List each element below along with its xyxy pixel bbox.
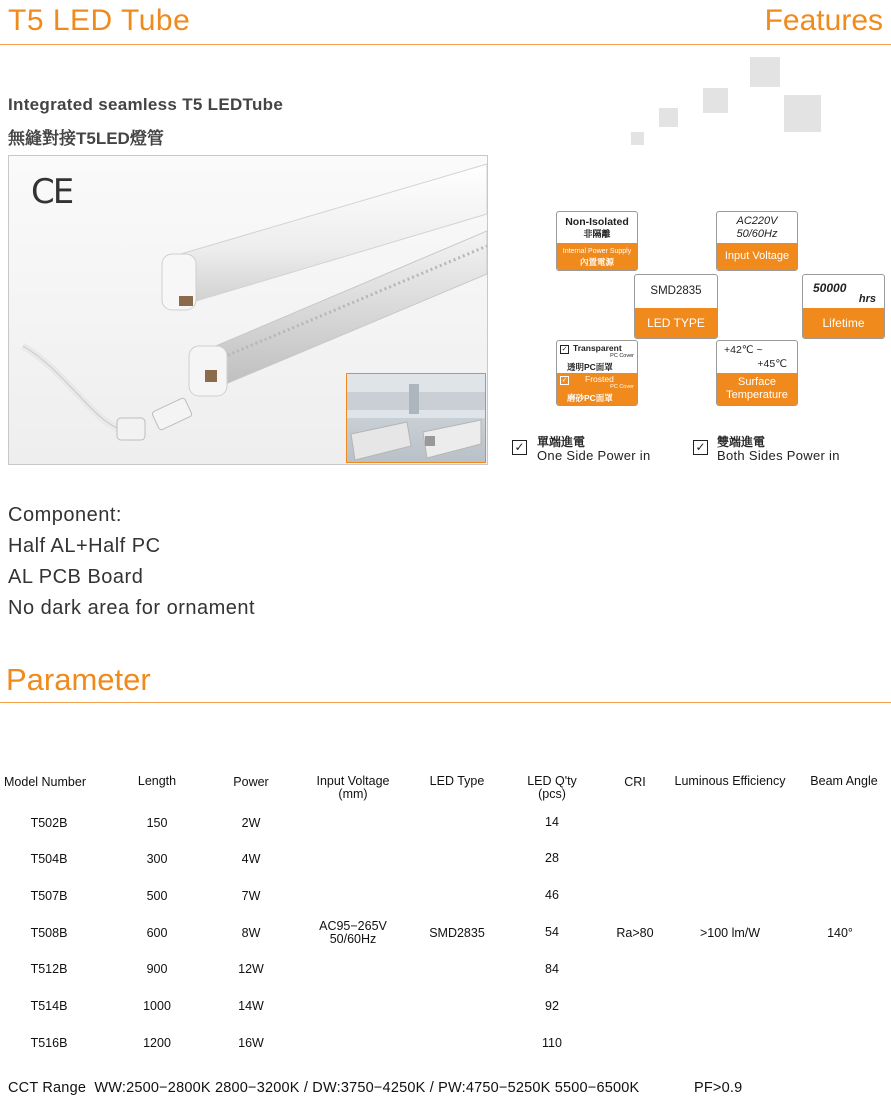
one-side-label: One Side Power in (537, 448, 651, 463)
cover-option-transparent-zh: 透明PC面罩 (567, 362, 613, 372)
feature-pc-cover (556, 340, 638, 406)
transparent-checkbox-icon: ✓ (561, 346, 568, 353)
parameter-divider (0, 702, 891, 703)
cover-option-frosted-sub: PC Cover (610, 384, 634, 390)
led-type-label: LED TYPE (647, 316, 705, 330)
header-beam-angle: Beam Angle (810, 774, 878, 788)
feature-isolation (556, 211, 638, 271)
decor-square (703, 88, 728, 113)
feature-surface-temperature (716, 340, 798, 406)
cell-power: 7W (241, 889, 261, 903)
feature-led-type (634, 274, 718, 339)
frequency-value: 50/60Hz (736, 228, 778, 240)
isolation-label: Non-Isolated (565, 216, 629, 228)
cell-length: 150 (146, 816, 168, 830)
tube-joint-detail (347, 374, 485, 462)
lifetime-unit: hrs (858, 293, 876, 305)
voltage-value: AC220V (736, 215, 778, 227)
cover-option-frosted-zh: 磨砂PC面罩 (567, 393, 613, 403)
header-length: Length (137, 774, 177, 788)
both-sides-label-zh: 雙端進電 (717, 435, 766, 449)
cell-model: T508B (30, 926, 68, 940)
feature-input-voltage (716, 211, 798, 271)
cell-led-qty: 46 (545, 888, 559, 902)
cell-model: T512B (30, 962, 68, 976)
cell-model: T502B (30, 816, 68, 830)
header-divider (0, 44, 891, 45)
component-item: No dark area for ornament (8, 597, 256, 619)
power-factor: PF>0.9 (694, 1080, 743, 1096)
cell-power: 8W (241, 926, 261, 940)
frosted-checkbox-icon: ✓ (561, 377, 568, 384)
subtitle-chinese: 無縫對接T5LED燈管 (8, 129, 164, 148)
cell-model: T507B (30, 889, 68, 903)
surface-label: Surface (738, 376, 776, 388)
cover-option-transparent: Transparent (573, 343, 622, 353)
cct-range (8, 1080, 639, 1096)
cell-led-qty: 14 (545, 815, 559, 829)
input-voltage-frequency: 50/60Hz (329, 932, 377, 946)
component-item: Half AL+Half PC (8, 535, 161, 557)
cell-model: T516B (30, 1036, 68, 1050)
cell-led-qty: 54 (545, 925, 559, 939)
led-chip-value: SMD2835 (650, 285, 702, 297)
one-side-label-zh: 單端進電 (537, 435, 586, 449)
header-led-qty-l2: (pcs) (538, 787, 566, 801)
header-input-voltage-l2: (mm) (338, 787, 368, 801)
cell-length: 600 (146, 926, 168, 940)
cell-luminous-efficiency: >100 lm/W (699, 926, 761, 940)
cell-power: 4W (241, 852, 261, 866)
temperature-label: Temperature (726, 389, 788, 401)
decor-square (631, 132, 644, 145)
parameter-title: Parameter (6, 662, 151, 697)
input-voltage-label: Input Voltage (724, 250, 790, 262)
header-led-type: LED Type (429, 774, 485, 788)
cell-length: 900 (146, 962, 168, 976)
cell-model: T504B (30, 852, 68, 866)
page-title: T5 LED Tube (8, 4, 191, 37)
power-supply-label-zh: 內置電源 (579, 257, 614, 267)
decor-square (750, 57, 780, 87)
header-cri: CRI (624, 775, 646, 789)
temperature-max: +45℃ (757, 358, 787, 370)
product-photo (8, 155, 488, 465)
lifetime-label: Lifetime (822, 316, 865, 330)
temperature-min: +42℃ ~ (724, 344, 763, 356)
header-led-qty-l1: LED Q'ty (527, 774, 577, 788)
cover-option-transparent-sub: PC Cover (610, 353, 634, 359)
header-power: Power (233, 775, 269, 789)
feature-lifetime (802, 274, 885, 339)
cell-power: 16W (238, 1036, 264, 1050)
header-model-number: Model Number (4, 775, 86, 789)
cell-led-qty: 28 (545, 851, 559, 865)
cell-length: 1200 (143, 1036, 171, 1050)
cell-model: T514B (30, 999, 68, 1013)
cell-led-qty: 84 (545, 962, 559, 976)
decor-square (659, 108, 678, 127)
section-features-title: Features (764, 4, 883, 37)
cell-power: 14W (238, 999, 264, 1013)
subtitle-english: Integrated seamless T5 LEDTube (8, 95, 284, 114)
cell-power: 12W (238, 962, 264, 976)
component-heading: Component: (8, 504, 122, 526)
cell-input-voltage (303, 920, 403, 946)
power-supply-label: Internal Power Supply (562, 248, 632, 255)
header-input-voltage-l1: Input Voltage (316, 774, 390, 788)
cell-length: 1000 (143, 999, 171, 1013)
cover-option-frosted: Frosted (585, 374, 614, 384)
cell-cri: Ra>80 (616, 926, 654, 940)
both-sides-label: Both Sides Power in (717, 448, 840, 463)
cell-led-qty: 92 (545, 999, 559, 1013)
input-voltage-range: AC95−265V (319, 919, 387, 933)
one-side-checkbox-icon: ✓ (512, 440, 527, 455)
lifetime-value: 50000 (813, 281, 847, 295)
ce-mark: CE (31, 172, 73, 212)
header-input-voltage (303, 775, 403, 801)
cell-length: 500 (146, 889, 168, 903)
cell-length: 300 (146, 852, 168, 866)
detail-inset-photo (346, 373, 486, 463)
cct-label: CCT Range (8, 1080, 87, 1096)
cell-beam-angle: 140° (827, 926, 853, 940)
header-luminous-efficiency: Luminous Efficiency (674, 774, 786, 788)
cell-led-qty: 110 (542, 1036, 562, 1050)
cct-values: WW:2500−2800K 2800−3200K / DW:3750−4250K / PW:4750−5250K 5500−6500K (94, 1080, 640, 1096)
decor-square (784, 95, 821, 132)
both-sides-checkbox-icon: ✓ (693, 440, 708, 455)
header-led-qty (510, 775, 594, 801)
component-item: AL PCB Board (8, 566, 144, 588)
cell-led-type: SMD2835 (429, 926, 485, 940)
cell-power: 2W (241, 816, 261, 830)
isolation-label-zh: 非隔離 (583, 229, 611, 239)
